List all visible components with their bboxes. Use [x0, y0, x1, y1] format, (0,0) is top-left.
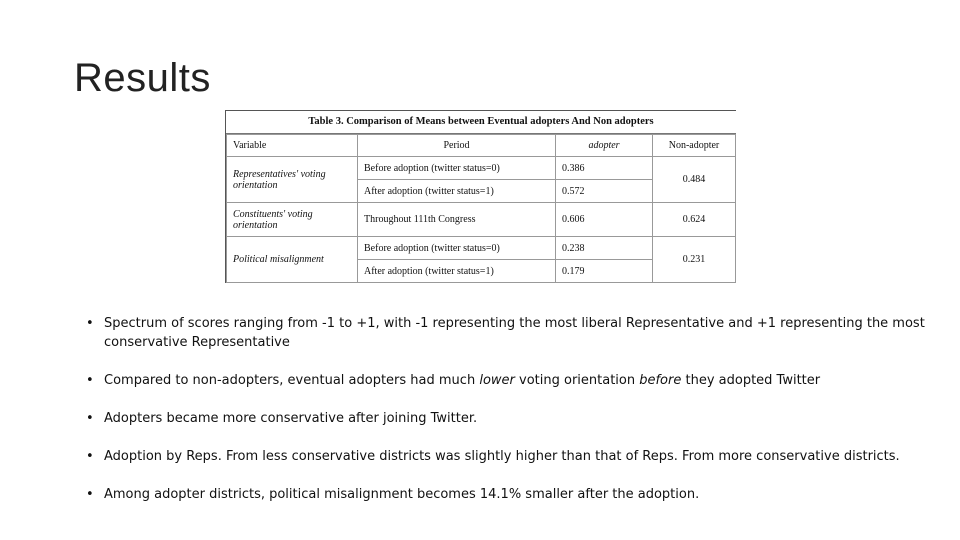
slide-title: Results: [74, 56, 211, 100]
bullet-text-part: Compared to non-adopters, eventual adopters had much: [104, 373, 480, 388]
adopter-value: 0.572: [556, 180, 653, 203]
bullet-dot: •: [86, 449, 94, 464]
emphasis-before: before: [639, 373, 682, 388]
period-cell: After adoption (twitter status=1): [358, 260, 556, 283]
bullet-item: [86, 314, 931, 352]
bullet-item: [86, 371, 931, 390]
adopter-value: 0.386: [556, 157, 653, 180]
bullet-dot: •: [86, 487, 94, 502]
period-cell: Throughout 111th Congress: [358, 203, 556, 237]
variable-cell: Political misalignment: [227, 237, 358, 283]
bullet-text: Adoption by Reps. From less conservative districts was slightly higher than that of Reps. From more conservative districts.: [104, 449, 900, 464]
comparison-table: [226, 134, 736, 283]
variable-cell: Representatives' voting orientation: [227, 157, 358, 203]
bullet-text-part: they adopted Twitter: [681, 373, 821, 388]
non-adopter-value: 0.231: [653, 237, 736, 283]
adopter-value: 0.238: [556, 237, 653, 260]
bullet-text: Adopters became more conservative after joining Twitter.: [104, 411, 478, 426]
bullet-list: [86, 314, 931, 523]
table-row: [227, 203, 736, 237]
header-period: Period: [358, 135, 556, 157]
period-cell: After adoption (twitter status=1): [358, 180, 556, 203]
period-cell: Before adoption (twitter status=0): [358, 237, 556, 260]
comparison-table-image: [225, 110, 736, 283]
bullet-dot: •: [86, 373, 94, 388]
bullet-text: Spectrum of scores ranging from -1 to +1, with -1 representing the most liberal Representative and +1 representing the most conservative Representative: [104, 316, 925, 350]
header-variable: Variable: [227, 135, 358, 157]
bullet-dot: •: [86, 411, 94, 426]
bullet-item: [86, 447, 931, 466]
bullet-dot: •: [86, 316, 94, 331]
non-adopter-value: 0.484: [653, 157, 736, 203]
bullet-item: [86, 485, 931, 504]
non-adopter-value: 0.624: [653, 203, 736, 237]
adopter-value: 0.606: [556, 203, 653, 237]
table-row: [227, 157, 736, 180]
bullet-text: [104, 373, 820, 388]
period-cell: Before adoption (twitter status=0): [358, 157, 556, 180]
header-non-adopter: Non-adopter: [653, 135, 736, 157]
table-caption: Table 3. Comparison of Means between Eventual adopters And Non adopters: [226, 111, 736, 134]
bullet-item: [86, 409, 931, 428]
bullet-text-part: voting orientation: [514, 373, 640, 388]
emphasis-lower: lower: [479, 373, 515, 388]
table-header-row: [227, 135, 736, 157]
bullet-text: Among adopter districts, political misalignment becomes 14.1% smaller after the adoption.: [104, 487, 700, 502]
adopter-value: 0.179: [556, 260, 653, 283]
header-adopter: adopter: [556, 135, 653, 157]
table-row: [227, 237, 736, 260]
variable-cell: Constituents' voting orientation: [227, 203, 358, 237]
